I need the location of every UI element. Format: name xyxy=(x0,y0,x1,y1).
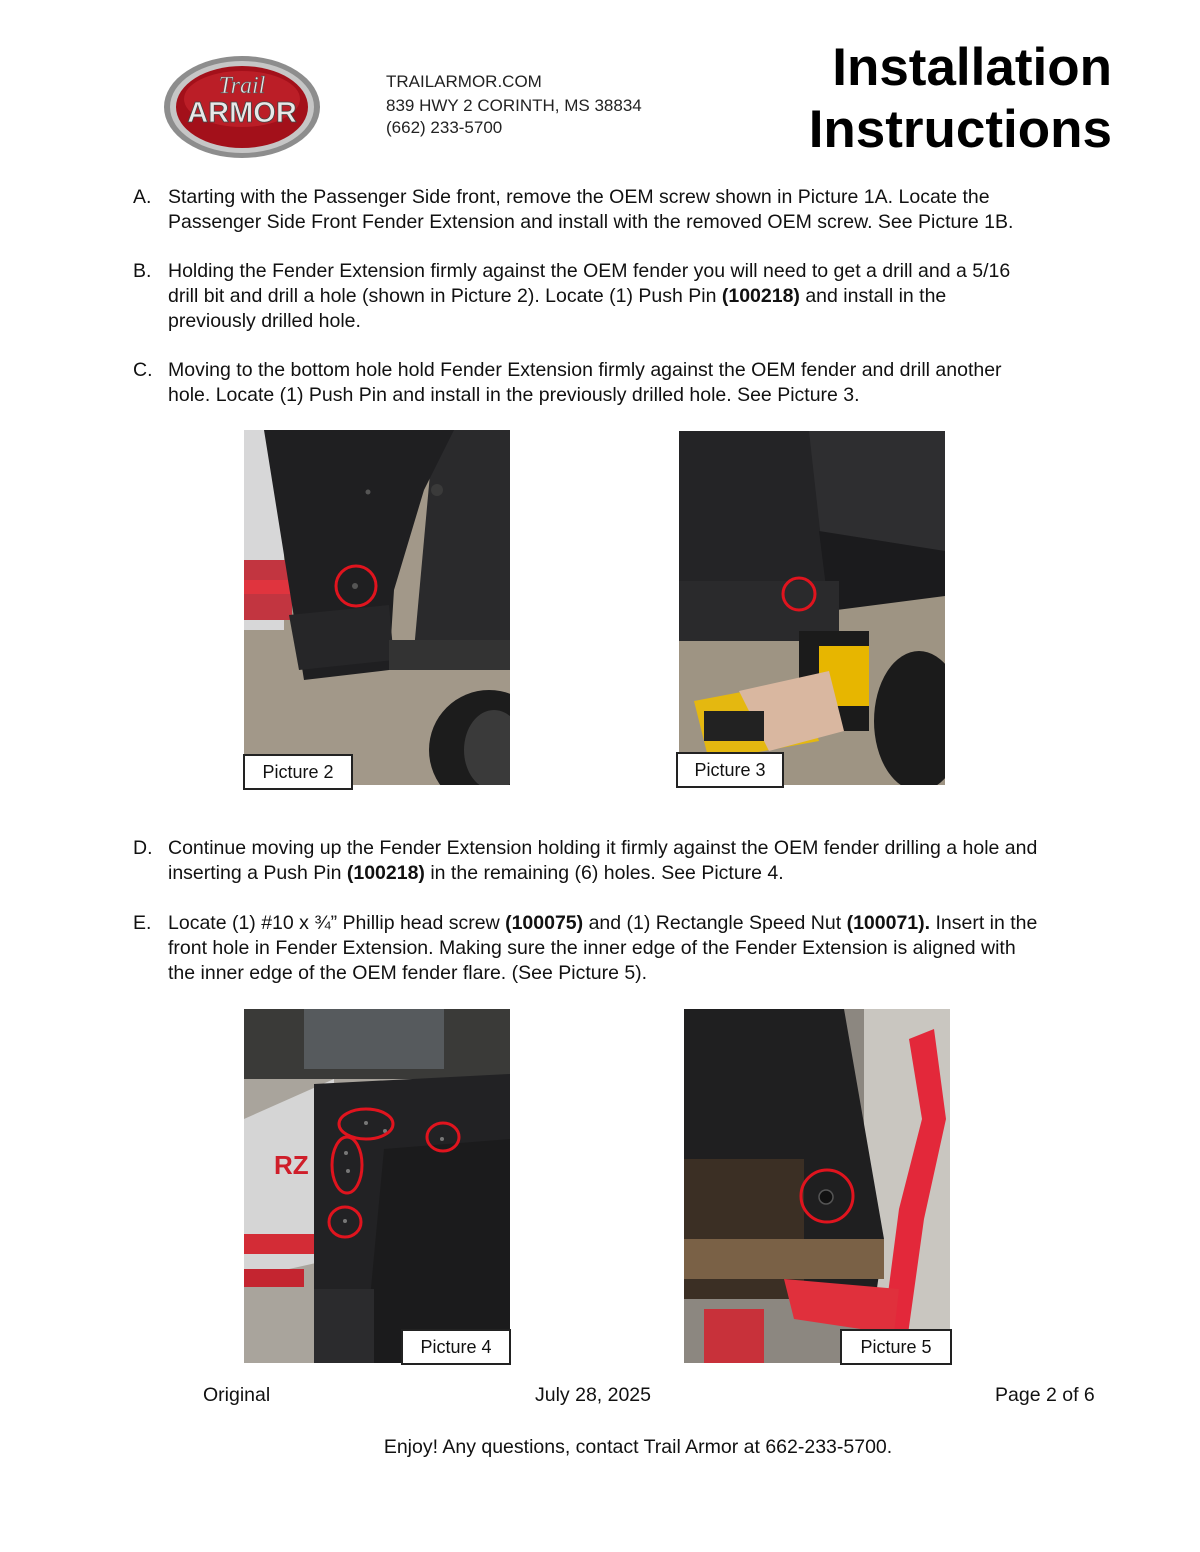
step-line: Continue moving up the Fender Extension holding it firmly against the OEM fender drilling a hole and xyxy=(168,837,1038,859)
step-letter: B. xyxy=(133,260,152,282)
step-letter: E. xyxy=(133,912,152,934)
part-number: (100218) xyxy=(721,285,800,307)
step-c xyxy=(133,358,1143,408)
step-letter: A. xyxy=(133,186,152,208)
picture-4-caption: Picture 4 xyxy=(401,1329,511,1365)
step-b xyxy=(133,259,1143,334)
picture-3-caption: Picture 3 xyxy=(676,752,784,788)
step-line: Starting with the Passenger Side front, remove the OEM screw shown in Picture 1A. Locate the xyxy=(168,186,990,208)
part-number: (100075) xyxy=(505,912,584,934)
picture-5-caption: Picture 5 xyxy=(840,1329,952,1365)
page-title-line1: Installation xyxy=(832,38,1112,97)
step-d xyxy=(133,836,1143,886)
company-phone: (662) 233-5700 xyxy=(386,118,503,137)
step-letter: D. xyxy=(133,837,153,859)
trail-armor-logo xyxy=(163,55,321,159)
picture-2-caption: Picture 2 xyxy=(243,754,353,790)
page-title-line2: Instructions xyxy=(808,100,1112,159)
part-number: (100071). xyxy=(846,912,931,934)
picture-3-photo xyxy=(679,431,945,785)
step-e xyxy=(133,911,1143,986)
picture-2-photo xyxy=(244,430,510,785)
picture-5-photo xyxy=(684,1009,950,1363)
step-line: hole. Locate (1) Push Pin and install in the previously drilled hole. See Picture 3. xyxy=(168,384,860,406)
company-website: TRAILARMOR.COM xyxy=(386,72,542,91)
step-line: Moving to the bottom hole hold Fender Extension firmly against the OEM fender and drill another xyxy=(168,359,1002,381)
svg-text:ARMOR: ARMOR xyxy=(187,97,297,129)
step-a xyxy=(133,185,1143,235)
svg-text:RZ: RZ xyxy=(274,1150,309,1180)
company-address: 839 HWY 2 CORINTH, MS 38834 xyxy=(386,96,642,115)
picture-4-photo xyxy=(244,1009,510,1363)
step-line: Passenger Side Front Fender Extension and install with the removed OEM screw. See Picture 1B. xyxy=(168,211,1014,233)
step-line: previously drilled hole. xyxy=(168,310,361,332)
page-number: Page 2 of 6 xyxy=(995,1384,1095,1406)
step-line: drill bit and drill a hole (shown in Picture 2). Locate (1) Push Pin (100218) and install in the xyxy=(168,285,947,307)
contact-note: Enjoy! Any questions, contact Trail Armor at 662-233-5700. xyxy=(383,1436,893,1458)
part-number: (100218) xyxy=(346,862,425,884)
step-line: front hole in Fender Extension. Making sure the inner edge of the Fender Extension is aligned with xyxy=(168,937,1016,959)
svg-text:Trail: Trail xyxy=(218,73,266,99)
step-line: inserting a Push Pin (100218) in the remaining (6) holes. See Picture 4. xyxy=(168,862,784,884)
step-line: Holding the Fender Extension firmly against the OEM fender you will need to get a drill and a 5/16 xyxy=(168,260,1011,282)
document-revision: Original xyxy=(203,1384,271,1406)
document-date: July 28, 2025 xyxy=(535,1384,652,1406)
step-line: Locate (1) #10 x ¾” Phillip head screw (100075) and (1) Rectangle Speed Nut (100071). Insert in the xyxy=(168,912,1038,934)
step-line: the inner edge of the OEM fender flare. (See Picture 5). xyxy=(168,962,648,984)
step-letter: C. xyxy=(133,359,153,381)
